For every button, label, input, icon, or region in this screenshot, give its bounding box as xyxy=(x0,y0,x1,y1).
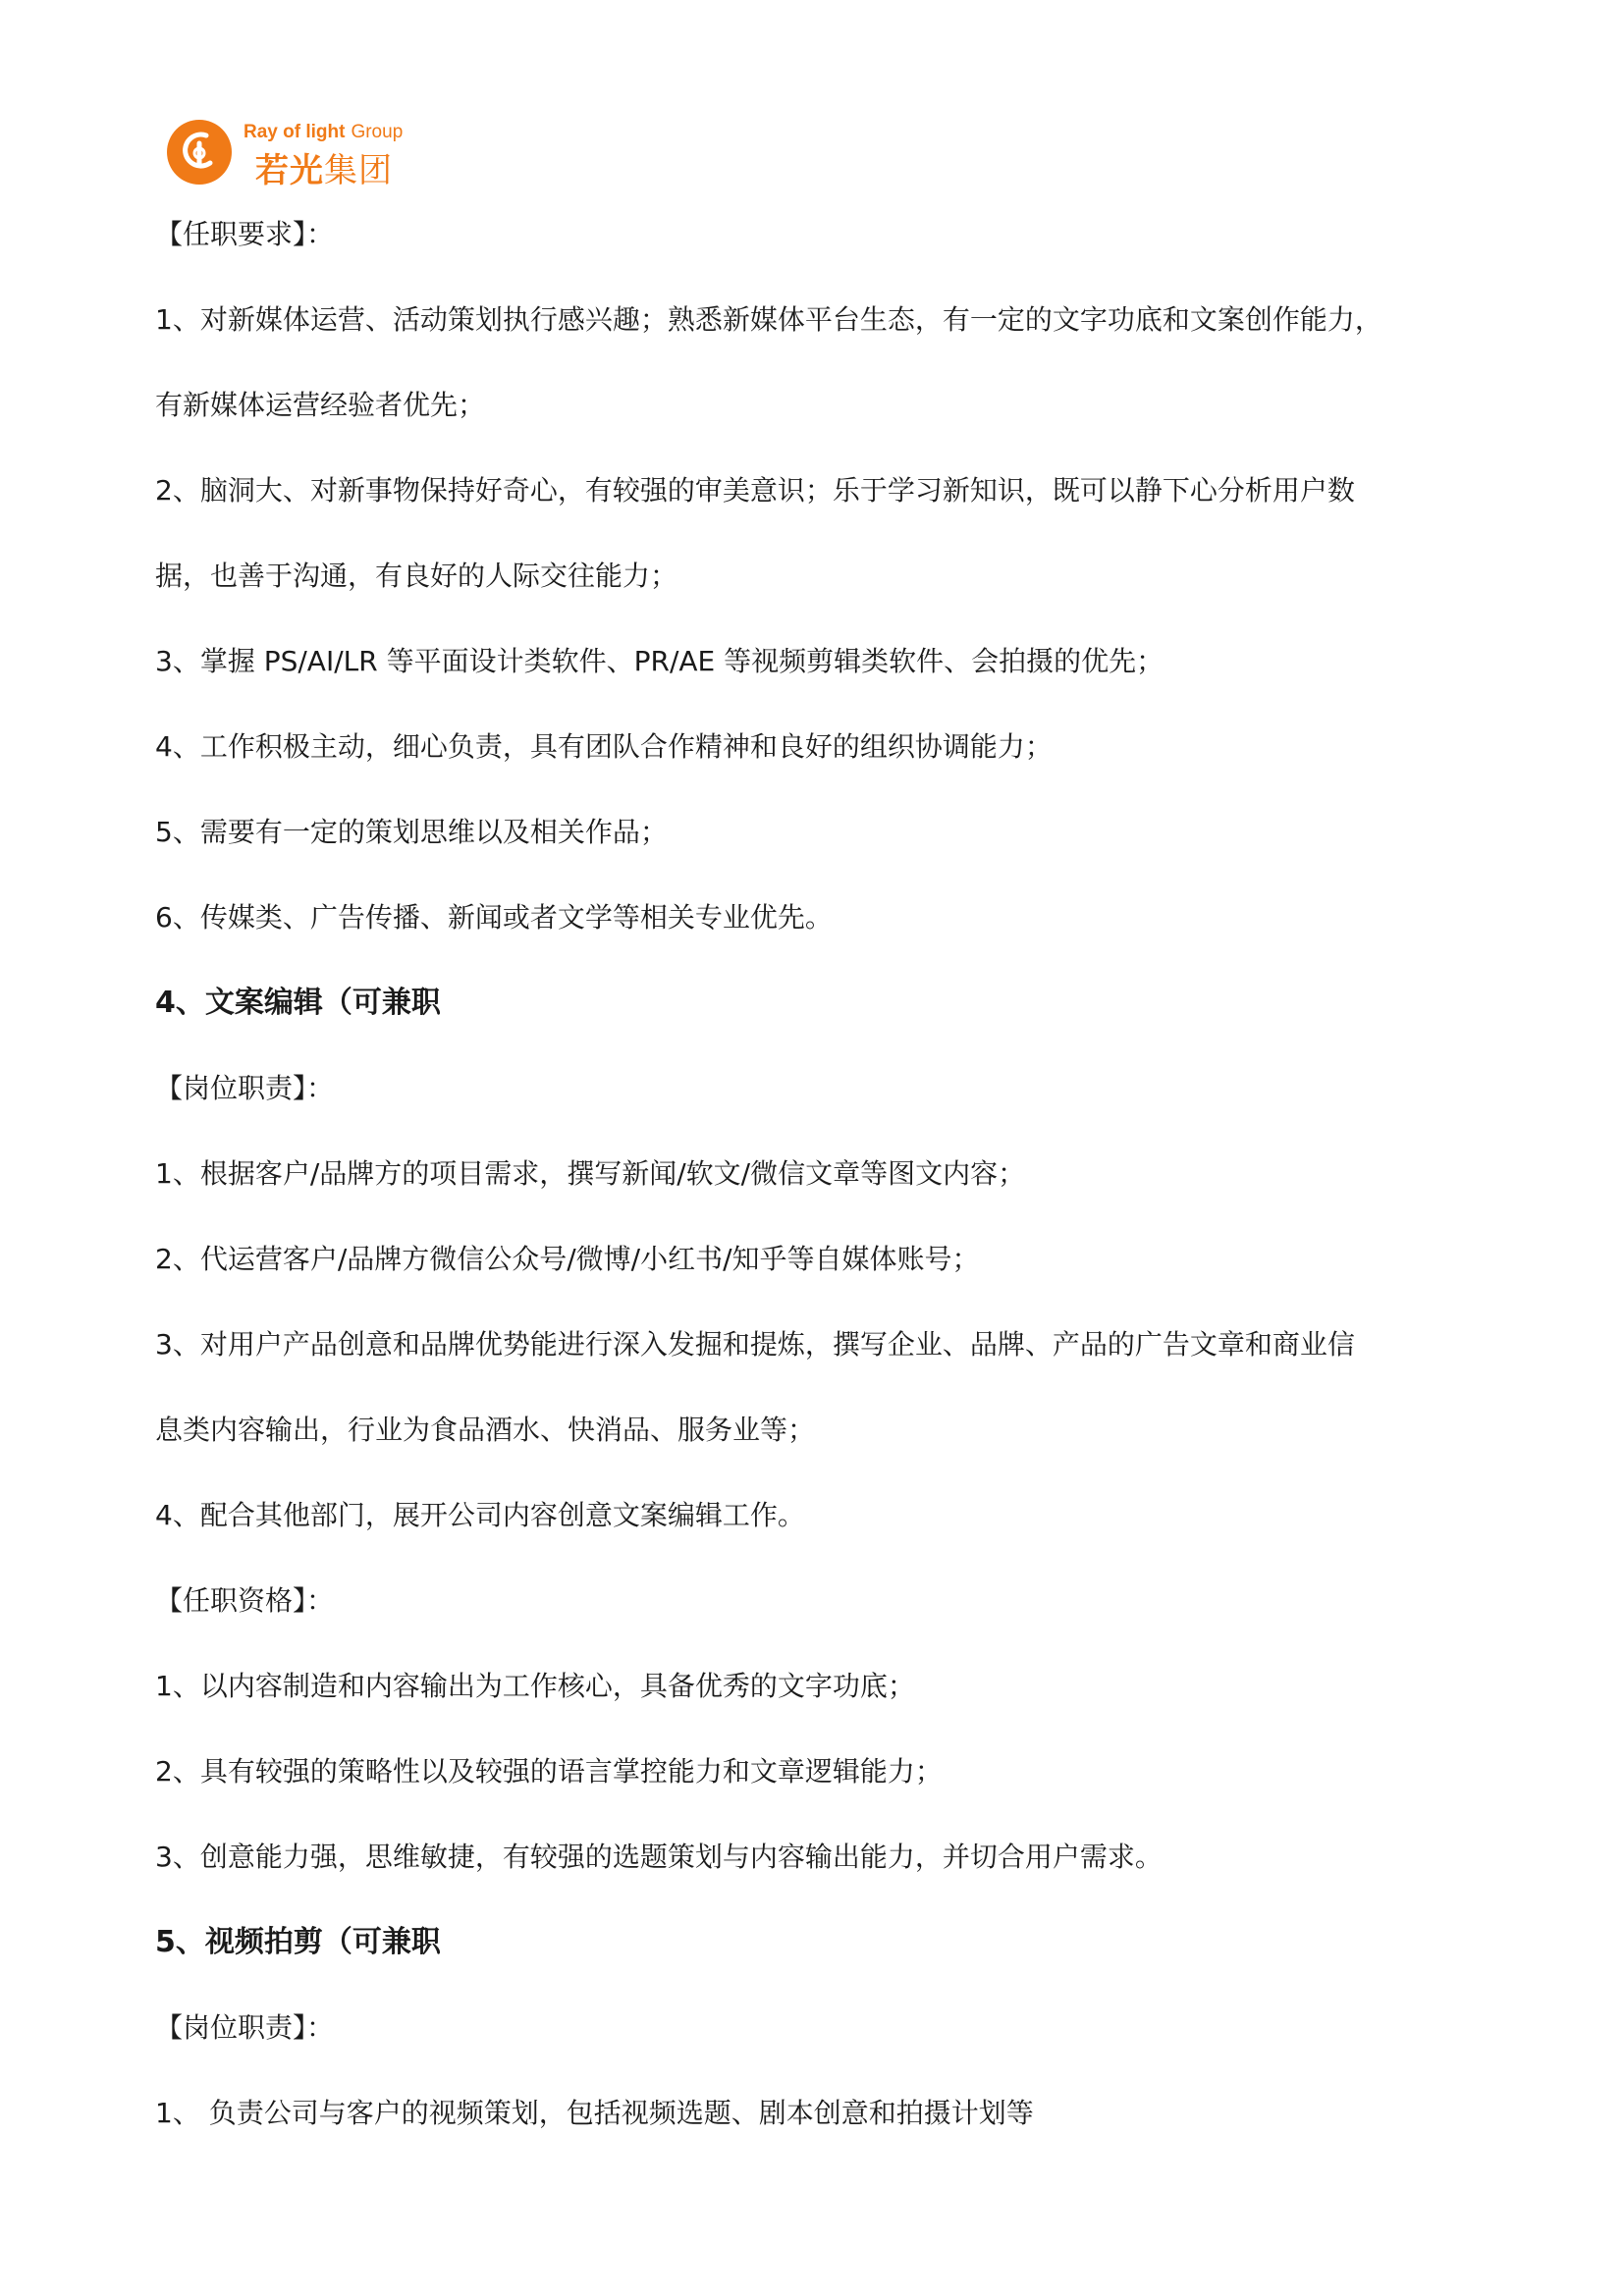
section-label-qualifications: 【任职资格】： xyxy=(155,1584,335,1617)
section-label-duties: 【岗位职责】： xyxy=(155,2011,335,2044)
paragraph-line: 4、配合其他部门，展开公司内容创意文案编辑工作。 xyxy=(155,1499,805,1531)
section-label-requirements: 【任职要求】： xyxy=(155,218,335,250)
section-heading-video: 5、视频拍剪（可兼职 xyxy=(155,1925,441,1959)
paragraph-line: 1、 负责公司与客户的视频策划，包括视频选题、剧本创意和拍摄计划等 xyxy=(155,2097,1034,2129)
paragraph-line: 2、具有较强的策略性以及较强的语言掌控能力和文章逻辑能力； xyxy=(155,1755,943,1788)
paragraph-line: 5、需要有一定的策划思维以及相关作品； xyxy=(155,816,668,848)
paragraph-line: 1、以内容制造和内容输出为工作核心，具备优秀的文字功底； xyxy=(155,1670,915,1702)
paragraph-line: 3、掌握 PS/AI/LR 等平面设计类软件、PR/AE 等视频剪辑类软件、会拍摄的优先； xyxy=(155,645,1164,677)
paragraph-line: 据，也善于沟通，有良好的人际交往能力； xyxy=(155,560,678,592)
paragraph-line: 有新媒体运营经验者优先； xyxy=(155,389,486,421)
paragraph-line: 6、传媒类、广告传播、新闻或者文学等相关专业优先。 xyxy=(155,901,833,934)
paragraph-line: 3、创意能力强，思维敏捷，有较强的选题策划与内容输出能力，并切合用户需求。 xyxy=(155,1841,1163,1873)
logo-chinese-text: 若光集团 xyxy=(255,151,393,190)
paragraph-line: 2、脑洞大、对新事物保持好奇心，有较强的审美意识；乐于学习新知识，既可以静下心分析用户数 xyxy=(155,474,1355,507)
logo-english-text: Ray of light Group xyxy=(244,122,404,142)
logo-mark-icon xyxy=(167,120,232,185)
section-heading-copywriter: 4、文案编辑（可兼职 xyxy=(155,986,441,1020)
paragraph-line: 息类内容输出，行业为食品酒水、快消品、服务业等； xyxy=(155,1414,816,1446)
paragraph-line: 1、对新媒体运营、活动策划执行感兴趣；熟悉新媒体平台生态，有一定的文字功底和文案创作能力， xyxy=(155,303,1382,336)
paragraph-line: 4、工作积极主动，细心负责，具有团队合作精神和良好的组织协调能力； xyxy=(155,730,1053,763)
paragraph-line: 1、根据客户/品牌方的项目需求，撰写新闻/软文/微信文章等图文内容； xyxy=(155,1157,1026,1190)
paragraph-line: 3、对用户产品创意和品牌优势能进行深入发掘和提炼，撰写企业、品牌、产品的广告文章和商业信 xyxy=(155,1328,1355,1361)
section-label-duties: 【岗位职责】： xyxy=(155,1072,335,1104)
paragraph-line: 2、代运营客户/品牌方微信公众号/微博/小红书/知乎等自媒体账号； xyxy=(155,1243,980,1275)
